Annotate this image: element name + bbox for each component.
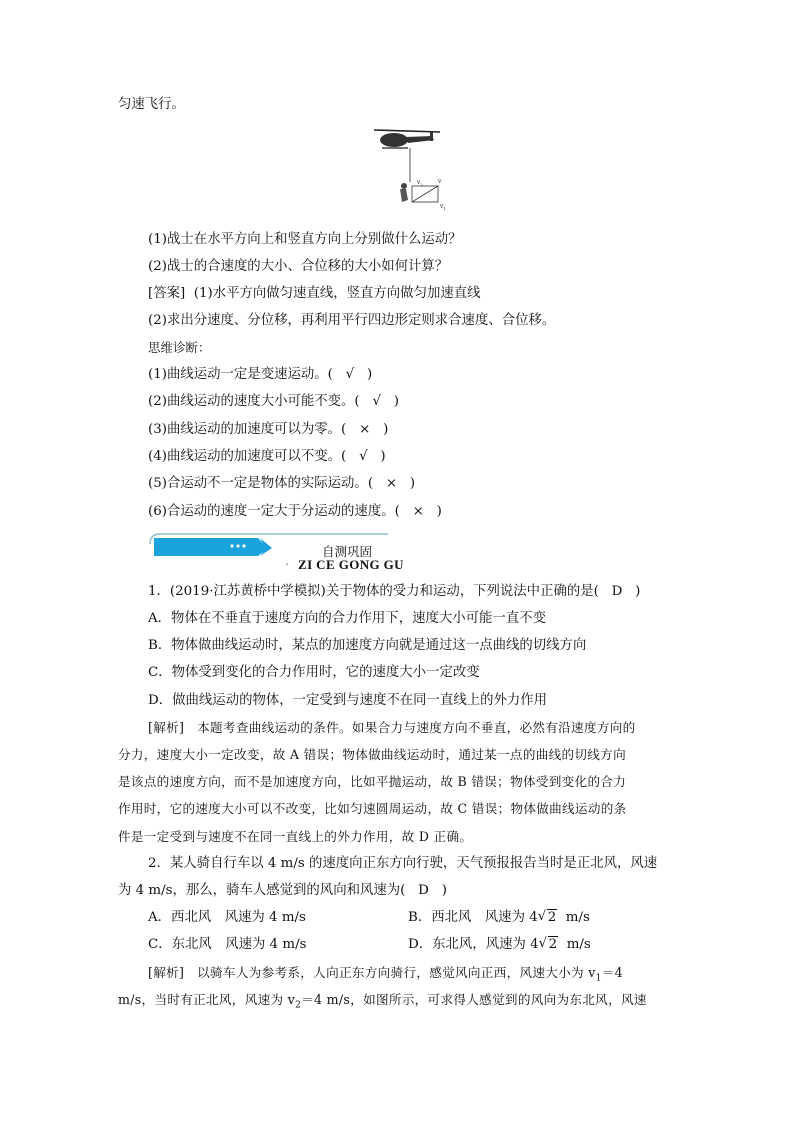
problem-1-explain-line: 件是一定受到与速度不在同一直线上的外力作用，故 D 正确。 <box>118 829 473 844</box>
problem-2-option-c: C．东北风 风速为 4 m/s <box>148 937 307 952</box>
question-2: (2)战士的合速度的大小、合位移的大小如何计算？ <box>148 259 449 274</box>
check-mark: √ <box>359 449 368 464</box>
cross-mark: × <box>385 476 398 491</box>
problem-1-stem: 1．(2019·江苏黄桥中学模拟)关于物体的受力和运动，下列说法中正确的是( D ) <box>148 584 641 599</box>
answer-1: (1)水平方向做匀速直线，竖直方向做匀加速直线 <box>193 286 481 301</box>
question-1: (1)战士在水平方向上和竖直方向上分别做什么运动？ <box>148 232 462 247</box>
intro-tail: 匀速飞行。 <box>118 97 185 112</box>
check-mark: √ <box>372 394 381 409</box>
cross-mark: × <box>359 422 371 437</box>
helicopter-figure <box>370 126 470 226</box>
v1-label: $v_1$ <box>440 203 446 211</box>
problem-2-stem-1: 2．某人骑自行车以 4 m/s 的速度向正东方向行驶，天气预报报告当时是正北风，风速 <box>148 856 658 871</box>
v-label: v <box>438 178 442 185</box>
diagnosis-item: (6)合运动的速度一定大于分运动的速度。( × ) <box>148 504 442 519</box>
problem-1-option-b: B．物体做曲线运动时，某点的加速度方向就是通过这一点曲线的切线方向 <box>148 638 587 653</box>
problem-1-explain-line: 分力，速度大小一定改变，故 A 错误；物体做曲线运动时，通过某一点的曲线的切线方向 <box>118 747 626 762</box>
problem-1-option-d: D．做曲线运动的物体，一定受到与速度不在同一直线上的外力作用 <box>148 693 548 708</box>
answer-2: (2)求出分速度、分位移，再利用平行四边形定则求合速度、合位移。 <box>148 313 556 328</box>
problem-2-explain-line-1: [解析] 以骑车人为参考系，人向正东方向骑行，感觉风向正西，风速大小为 $v_1=4$ <box>148 965 623 984</box>
sqrt-symbol: √ 2 <box>538 936 558 952</box>
problem-1-option-a: A．物体在不垂直于速度方向的合力作用下，速度大小可能一直不变 <box>148 611 546 626</box>
problem-2-answer: D <box>418 883 429 898</box>
problem-2-option-d: D．东北风，风速为 4 √ 2 m/s <box>408 936 591 952</box>
explain-tag: [解析] <box>148 965 185 980</box>
problem-2-stem-2: 为 4 m/s，那么，骑车人感觉到的风向和风速为( D ) <box>118 883 447 898</box>
diagnosis-item: (2)曲线运动的速度大小可能不变。( √ ) <box>148 394 400 409</box>
diagnosis-item: (1)曲线运动一定是变速运动。( √ ) <box>148 367 373 382</box>
problem-2-explain-line-2: m/s，当时有正北风，风速为 $v_2=4$ m/s，如图所示，可求得人感觉到的风向为东北风，风速 <box>118 992 647 1011</box>
check-mark: √ <box>345 367 355 382</box>
answer-tag: [答案] <box>148 286 186 301</box>
cross-mark: × <box>412 504 424 519</box>
explain-tag: [解析] <box>148 720 185 735</box>
diagnosis-item: (3)曲线运动的加速度可以为零。( × ) <box>148 422 389 437</box>
problem-1-answer: D <box>611 584 623 599</box>
answer-line-1 <box>148 285 481 303</box>
problem-2-option-a: A．西北风 风速为 4 m/s <box>148 910 306 925</box>
problem-1-explain-line: 作用时，它的速度大小可以不改变，比如匀速圆周运动，故 C 错误；物体做曲线运动的条 <box>118 801 627 816</box>
sqrt-symbol: √ 2 <box>537 909 557 925</box>
problem-1-explain-line: 是该点的速度方向，而不是加速度方向，比如平抛运动，故 B 错误；物体受到变化的合力 <box>118 774 627 789</box>
problem-1-explain-line: [解析] 本题考查曲线运动的条件。如果合力与速度方向不垂直，必然有沿速度方向的 <box>148 720 636 735</box>
v2-label: $v_2$ <box>417 179 423 187</box>
section-subtitle: ZI CE GONG GU <box>298 557 404 572</box>
banner-tick: ′ <box>286 563 289 574</box>
problem-2-option-b: B．西北风 风速为 4 √ 2 m/s <box>408 909 590 925</box>
diagnosis-heading: 思维诊断： <box>148 340 211 355</box>
section-title: 自测巩固 <box>322 544 373 559</box>
diagnosis-item: (5)合运动不一定是物体的实际运动。( × ) <box>148 476 416 491</box>
diagnosis-item: (4)曲线运动的加速度可以不变。( √ ) <box>148 449 386 464</box>
problem-1-option-c: C．物体受到变化的合力作用时，它的速度大小一定改变 <box>148 665 480 680</box>
banner-ribbon <box>154 538 268 556</box>
